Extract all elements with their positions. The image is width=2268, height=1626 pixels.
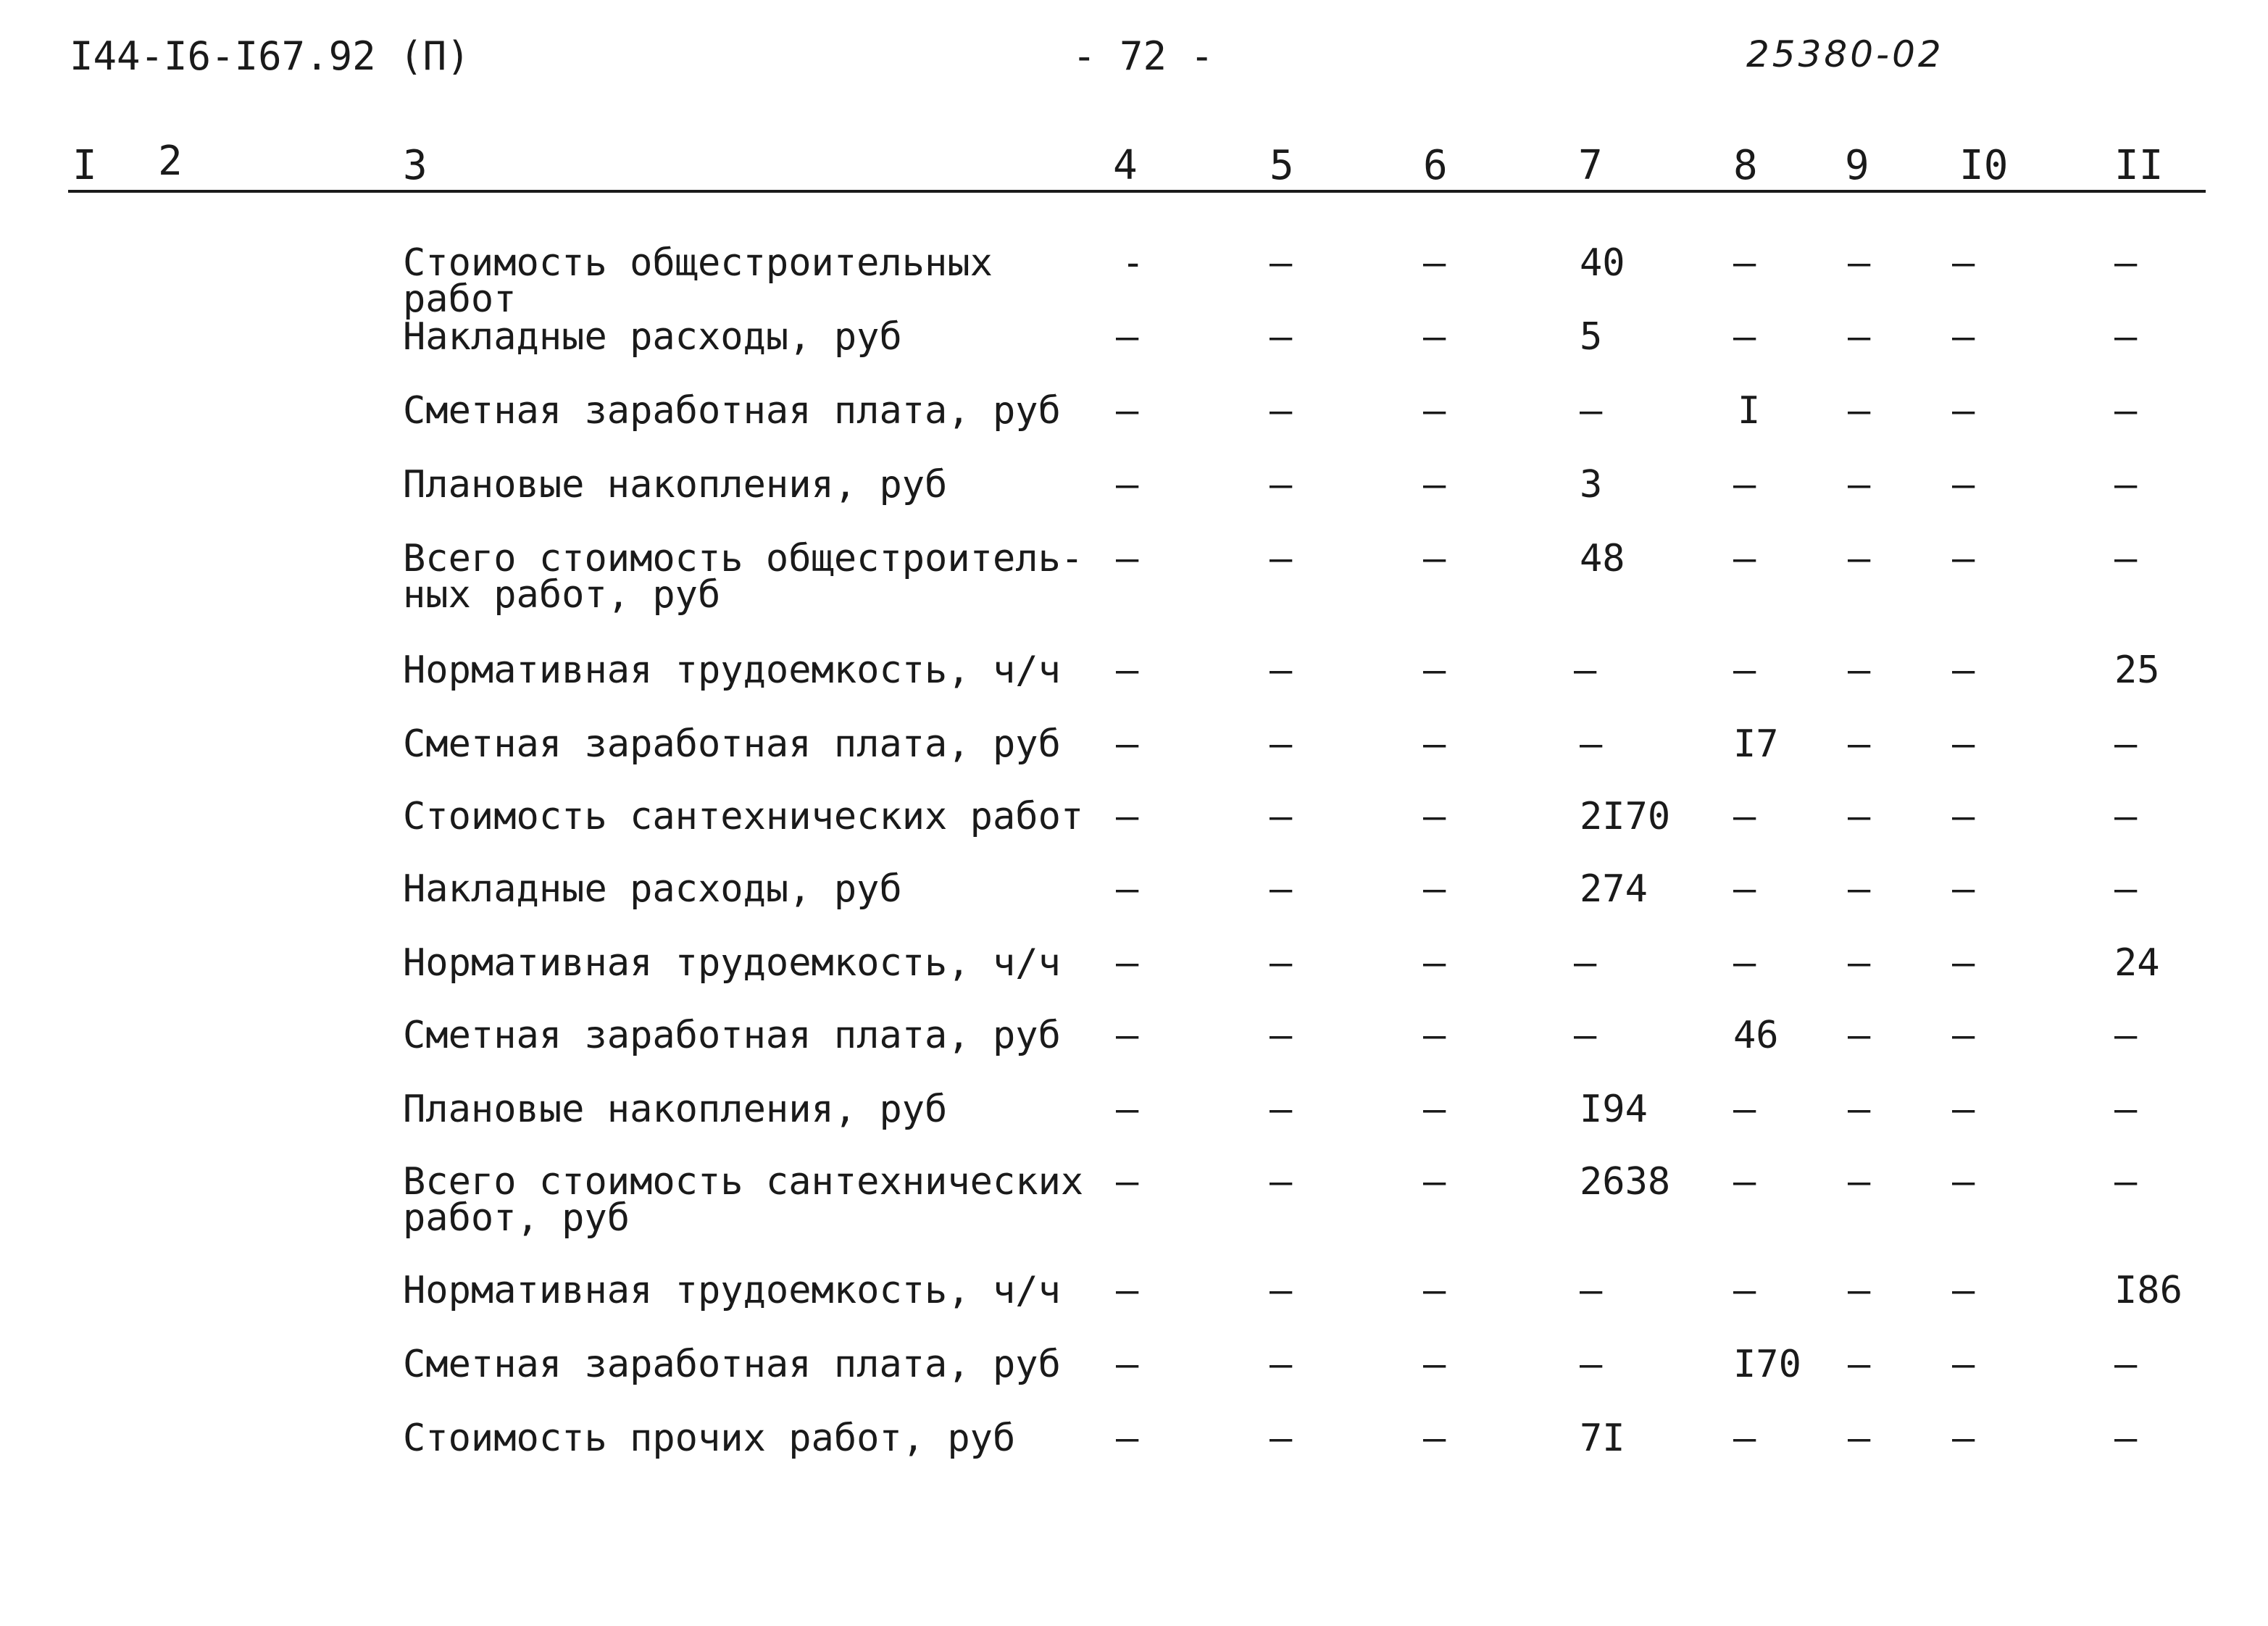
cell-col-7: – [1574,941,1597,985]
cell-col-9: – [1848,1343,1871,1386]
cell-col-4: – [1116,1014,1139,1057]
cell-col-11: – [2114,1417,2138,1460]
cell-col-11: – [2114,389,2138,433]
cell-col-9: – [1848,463,1871,506]
cell-col-5: – [1270,1014,1293,1057]
cell-col-9: – [1848,1269,1871,1312]
column-header: 8 [1733,142,1758,189]
cell-col-11: – [2114,241,2138,285]
cell-col-5: – [1270,941,1293,985]
row-label: Сметная заработная плата, руб [403,389,1061,433]
cell-col-8: – [1733,795,1756,838]
cell-col-7: – [1574,649,1597,692]
cell-col-6: – [1423,1269,1446,1312]
cell-col-4: – [1116,463,1139,506]
cell-col-11: – [2114,1343,2138,1386]
cell-col-8: – [1733,1417,1756,1460]
cell-col-7: 48 [1580,537,1625,580]
cell-col-5: – [1270,1343,1293,1386]
row-label: Всего стоимость сантехнических работ, руб [403,1160,1084,1240]
row-label: Нормативная трудоемкость, ч/ч [403,1269,1061,1312]
cell-col-6: – [1423,1088,1446,1131]
cell-col-8: I7 [1733,722,1779,766]
column-header: I0 [1959,142,2009,189]
cell-col-6: – [1423,867,1446,911]
cell-col-5: – [1270,1160,1293,1204]
cell-col-4: – [1116,315,1139,359]
row-label: Плановые накопления, руб [403,1088,948,1131]
cell-col-7: – [1574,1014,1597,1057]
row-label: Накладные расходы, руб [403,867,902,911]
cell-col-4: – [1116,1160,1139,1204]
column-header: I [72,142,97,189]
cell-col-6: – [1423,389,1446,433]
cell-col-10: – [1952,722,1975,766]
cell-col-7: 40 [1580,241,1625,285]
cell-col-5: – [1270,463,1293,506]
cell-col-10: – [1952,941,1975,985]
cell-col-11: – [2114,867,2138,911]
cell-col-9: – [1848,389,1871,433]
cell-col-8: – [1733,867,1756,911]
cell-col-7: 274 [1580,867,1648,911]
cell-col-5: – [1270,241,1293,285]
cell-col-11: 24 [2114,941,2160,985]
cell-col-7: I94 [1580,1088,1648,1131]
cell-col-4: – [1116,1343,1139,1386]
cell-col-5: – [1270,315,1293,359]
column-header: II [2114,142,2164,189]
cell-col-10: – [1952,241,1975,285]
cell-col-4: – [1116,649,1139,692]
cell-col-9: – [1848,867,1871,911]
cell-col-9: – [1848,722,1871,766]
cell-col-6: – [1423,1417,1446,1460]
cell-col-6: – [1423,722,1446,766]
cell-col-8: – [1733,241,1756,285]
cell-col-10: – [1952,315,1975,359]
cell-col-4: – [1116,1088,1139,1131]
cell-col-6: – [1423,649,1446,692]
cell-col-10: – [1952,1417,1975,1460]
cell-col-5: – [1270,389,1293,433]
cell-col-8: – [1733,941,1756,985]
cell-col-10: – [1952,649,1975,692]
cell-col-7: 7I [1580,1417,1625,1460]
cell-col-7: – [1580,389,1603,433]
cell-col-8: – [1733,1269,1756,1312]
archive-code: 25380-02 [1746,33,1944,75]
cell-col-8: – [1733,315,1756,359]
header-rule [68,190,2206,193]
cell-col-9: – [1848,795,1871,838]
cell-col-10: – [1952,463,1975,506]
cell-col-6: – [1423,1014,1446,1057]
cell-col-10: – [1952,1269,1975,1312]
row-label: Сметная заработная плата, руб [403,722,1061,766]
row-label: Сметная заработная плата, руб [403,1343,1061,1386]
column-header: 4 [1113,142,1138,189]
cell-col-4: – [1116,867,1139,911]
column-header: 6 [1423,142,1448,189]
cell-col-5: – [1270,1417,1293,1460]
cell-col-7: 5 [1580,315,1603,359]
cell-col-9: – [1848,1160,1871,1204]
cell-col-4: – [1116,1269,1139,1312]
column-header: 2 [158,138,183,185]
cell-col-7: – [1580,722,1603,766]
cell-col-11: – [2114,315,2138,359]
cell-col-8: – [1733,537,1756,580]
row-label: Стоимость сантехнических работ [403,795,1084,838]
cell-col-9: – [1848,1088,1871,1131]
cell-col-10: – [1952,537,1975,580]
cell-col-11: – [2114,463,2138,506]
cell-col-9: – [1848,241,1871,285]
cell-col-8: 46 [1733,1014,1779,1057]
cell-col-4: – [1116,722,1139,766]
cell-col-10: – [1952,1014,1975,1057]
cell-col-8: – [1733,1088,1756,1131]
column-header: 3 [403,142,428,189]
row-label: Нормативная трудоемкость, ч/ч [403,649,1061,692]
cell-col-9: – [1848,315,1871,359]
column-header: 9 [1845,142,1869,189]
row-label: Стоимость общестроительных работ [403,241,993,321]
cell-col-5: – [1270,867,1293,911]
cell-col-5: – [1270,1269,1293,1312]
cell-col-10: – [1952,867,1975,911]
cell-col-10: – [1952,1343,1975,1386]
row-label: Стоимость прочих работ, руб [403,1417,1016,1460]
cell-col-4: – [1116,537,1139,580]
cell-col-9: – [1848,537,1871,580]
cell-col-5: – [1270,537,1293,580]
document-code: I44-I6-I67.92 (П) [70,33,470,79]
cell-col-7: – [1580,1269,1603,1312]
column-header: 7 [1578,142,1603,189]
cell-col-7: – [1580,1343,1603,1386]
cell-col-11: – [2114,722,2138,766]
cell-col-11: 25 [2114,649,2160,692]
cell-col-11: – [2114,1088,2138,1131]
cell-col-5: – [1270,1088,1293,1131]
cell-col-11: – [2114,1160,2138,1204]
cell-col-6: – [1423,795,1446,838]
cell-col-6: – [1423,941,1446,985]
cell-col-7: 3 [1580,463,1603,506]
cell-col-6: – [1423,241,1446,285]
cell-col-10: – [1952,795,1975,838]
cell-col-10: – [1952,1088,1975,1131]
cell-col-6: – [1423,1343,1446,1386]
row-label: Нормативная трудоемкость, ч/ч [403,941,1061,985]
cell-col-9: – [1848,649,1871,692]
row-label: Накладные расходы, руб [403,315,902,359]
cell-col-5: – [1270,795,1293,838]
cell-col-5: – [1270,722,1293,766]
cell-col-11: – [2114,1014,2138,1057]
cell-col-11: – [2114,795,2138,838]
cell-col-8: – [1733,1160,1756,1204]
cell-col-8: – [1733,649,1756,692]
cell-col-4: – [1116,389,1139,433]
cell-col-6: – [1423,463,1446,506]
row-label: Сметная заработная плата, руб [403,1014,1061,1057]
page-number: - 72 - [1072,33,1214,79]
cell-col-11: – [2114,537,2138,580]
cell-col-9: – [1848,1417,1871,1460]
cell-col-6: – [1423,1160,1446,1204]
cell-col-10: – [1952,1160,1975,1204]
cell-col-6: – [1423,537,1446,580]
cell-col-9: – [1848,1014,1871,1057]
cell-col-8: I70 [1733,1343,1801,1386]
column-header: 5 [1270,142,1294,189]
cell-col-4: – [1116,941,1139,985]
row-label: Плановые накопления, руб [403,463,948,506]
cell-col-8: I [1738,389,1761,433]
cell-col-7: 2I70 [1580,795,1671,838]
cell-col-7: 2638 [1580,1160,1671,1204]
cell-col-5: – [1270,649,1293,692]
cell-col-10: – [1952,389,1975,433]
cell-col-4: – [1116,1417,1139,1460]
cell-col-8: – [1733,463,1756,506]
row-label: Всего стоимость общестроитель- ных работ, руб [403,537,1084,617]
cell-col-9: – [1848,941,1871,985]
cell-col-4: – [1116,795,1139,838]
cell-col-4: - [1122,241,1145,285]
cell-col-11: I86 [2114,1269,2182,1312]
cell-col-6: – [1423,315,1446,359]
